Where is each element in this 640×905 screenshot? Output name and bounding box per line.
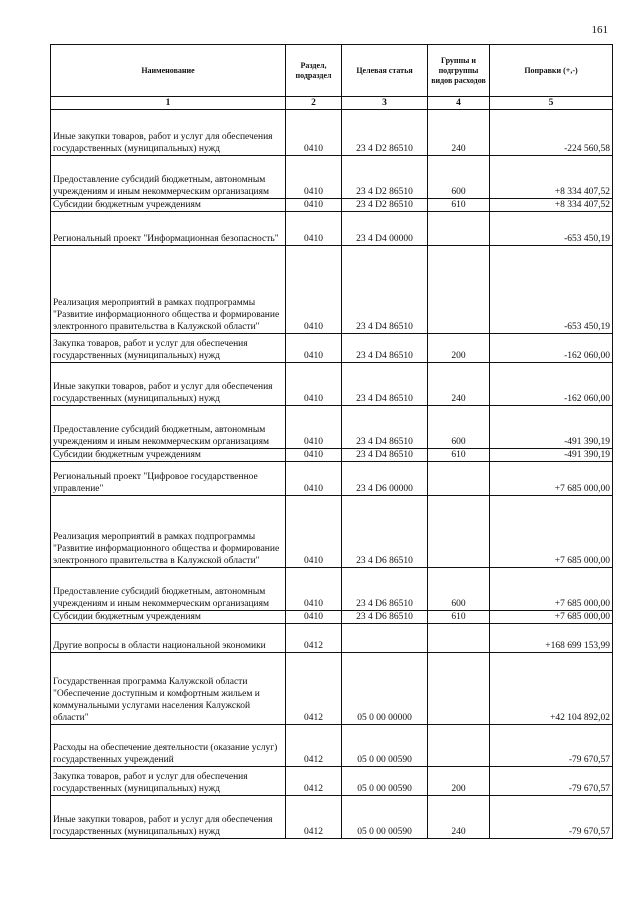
row-amount: +7 685 000,00	[490, 611, 613, 624]
row-article: 23 4 D4 86510	[342, 406, 428, 449]
row-amount: +42 104 892,02	[490, 653, 613, 725]
table-row	[51, 363, 613, 406]
row-name: Иные закупки товаров, работ и услуг для обеспечения государственных (муниципальных) нужд	[51, 110, 286, 156]
row-article: 23 4 D2 86510	[342, 156, 428, 199]
table-row	[51, 110, 613, 156]
row-name: Иные закупки товаров, работ и услуг для обеспечения государственных (муниципальных) нужд	[51, 363, 286, 406]
row-amount: -491 390,19	[490, 449, 613, 462]
row-section: 0410	[286, 156, 342, 199]
table-row	[51, 406, 613, 449]
row-group: 600	[428, 406, 490, 449]
row-article: 05 0 00 00590	[342, 767, 428, 796]
table-row	[51, 199, 613, 212]
row-section: 0410	[286, 611, 342, 624]
row-article: 23 4 D6 86510	[342, 611, 428, 624]
row-name: Другие вопросы в области национальной экономики	[51, 624, 286, 653]
table-body	[51, 110, 613, 839]
row-name: Предоставление субсидий бюджетным, автономным учреждениям и иным некоммерческим организациям	[51, 406, 286, 449]
row-article: 05 0 00 00000	[342, 653, 428, 725]
row-section: 0410	[286, 496, 342, 568]
row-section: 0412	[286, 767, 342, 796]
table-row	[51, 767, 613, 796]
row-amount: +8 334 407,52	[490, 156, 613, 199]
row-name: Расходы на обеспечение деятельности (оказание услуг) государственных учреждений	[51, 725, 286, 767]
row-group: 200	[428, 334, 490, 363]
table-row	[51, 156, 613, 199]
row-name: Реализация мероприятий в рамках подпрограммы "Развитие информационного общества и формирование электронного правительства в Калужской области"	[51, 246, 286, 334]
column-number: 2	[286, 97, 342, 110]
table-row	[51, 496, 613, 568]
table-row	[51, 611, 613, 624]
row-section: 0410	[286, 110, 342, 156]
row-article: 23 4 D4 86510	[342, 334, 428, 363]
header-amount: Поправки (+,-)	[490, 45, 613, 97]
row-article: 23 4 D6 86510	[342, 568, 428, 611]
row-article: 23 4 D4 86510	[342, 449, 428, 462]
row-name: Закупка товаров, работ и услуг для обеспечения государственных (муниципальных) нужд	[51, 334, 286, 363]
row-article: 23 4 D6 00000	[342, 462, 428, 496]
row-section: 0410	[286, 406, 342, 449]
row-group	[428, 624, 490, 653]
table-row	[51, 212, 613, 246]
row-section: 0410	[286, 212, 342, 246]
row-group	[428, 496, 490, 568]
table-row	[51, 796, 613, 839]
row-group	[428, 212, 490, 246]
row-name: Региональный проект "Информационная безопасность"	[51, 212, 286, 246]
row-group: 600	[428, 568, 490, 611]
row-section: 0410	[286, 199, 342, 212]
row-group: 610	[428, 449, 490, 462]
row-section: 0412	[286, 725, 342, 767]
row-article: 23 4 D2 86510	[342, 199, 428, 212]
page-number: 161	[591, 24, 608, 36]
header-article: Целевая статья	[342, 45, 428, 97]
table-row	[51, 653, 613, 725]
table-row	[51, 334, 613, 363]
column-number: 5	[490, 97, 613, 110]
header-group: Группы и подгруппы видов расходов	[428, 45, 490, 97]
row-group	[428, 462, 490, 496]
row-group: 240	[428, 796, 490, 839]
table-row	[51, 462, 613, 496]
row-group	[428, 725, 490, 767]
column-number-row	[51, 97, 613, 110]
budget-amendments-table	[50, 44, 613, 839]
table-row	[51, 449, 613, 462]
row-section: 0410	[286, 363, 342, 406]
row-name: Субсидии бюджетным учреждениям	[51, 611, 286, 624]
row-name: Субсидии бюджетным учреждениям	[51, 199, 286, 212]
row-name: Закупка товаров, работ и услуг для обеспечения государственных (муниципальных) нужд	[51, 767, 286, 796]
row-article: 05 0 00 00590	[342, 725, 428, 767]
row-article: 23 4 D4 86510	[342, 363, 428, 406]
row-amount: -79 670,57	[490, 796, 613, 839]
row-amount: -162 060,00	[490, 363, 613, 406]
row-name: Иные закупки товаров, работ и услуг для обеспечения государственных (муниципальных) нужд	[51, 796, 286, 839]
row-amount: -224 560,58	[490, 110, 613, 156]
table-row	[51, 568, 613, 611]
row-amount: -653 450,19	[490, 246, 613, 334]
column-number: 3	[342, 97, 428, 110]
row-amount: +7 685 000,00	[490, 462, 613, 496]
row-article: 23 4 D4 86510	[342, 246, 428, 334]
row-amount: +8 334 407,52	[490, 199, 613, 212]
row-section: 0410	[286, 334, 342, 363]
row-section: 0410	[286, 462, 342, 496]
row-section: 0412	[286, 653, 342, 725]
row-amount: -79 670,57	[490, 767, 613, 796]
column-number: 1	[51, 97, 286, 110]
row-section: 0412	[286, 624, 342, 653]
row-group: 240	[428, 110, 490, 156]
table-row	[51, 725, 613, 767]
row-group: 610	[428, 611, 490, 624]
row-name: Предоставление субсидий бюджетным, автономным учреждениям и иным некоммерческим организациям	[51, 568, 286, 611]
row-article: 05 0 00 00590	[342, 796, 428, 839]
row-article	[342, 624, 428, 653]
row-amount: +168 699 153,99	[490, 624, 613, 653]
header-name: Наименование	[51, 45, 286, 97]
row-group: 200	[428, 767, 490, 796]
row-amount: -491 390,19	[490, 406, 613, 449]
column-number: 4	[428, 97, 490, 110]
row-section: 0410	[286, 568, 342, 611]
row-name: Государственная программа Калужской области "Обеспечение доступным и комфортным жильем и коммунальными услугами населения Калужской области"	[51, 653, 286, 725]
table-header-row	[51, 45, 613, 97]
row-name: Региональный проект "Цифровое государственное управление"	[51, 462, 286, 496]
row-amount: -162 060,00	[490, 334, 613, 363]
row-name: Предоставление субсидий бюджетным, автономным учреждениям и иным некоммерческим организациям	[51, 156, 286, 199]
row-amount: -653 450,19	[490, 212, 613, 246]
row-name: Субсидии бюджетным учреждениям	[51, 449, 286, 462]
row-group	[428, 246, 490, 334]
row-section: 0410	[286, 246, 342, 334]
table-row	[51, 624, 613, 653]
row-article: 23 4 D2 86510	[342, 110, 428, 156]
row-name: Реализация мероприятий в рамках подпрограммы "Развитие информационного общества и формирование электронного правительства в Калужской области"	[51, 496, 286, 568]
row-article: 23 4 D4 00000	[342, 212, 428, 246]
row-section: 0412	[286, 796, 342, 839]
header-section: Раздел, подраздел	[286, 45, 342, 97]
row-article: 23 4 D6 86510	[342, 496, 428, 568]
row-group: 600	[428, 156, 490, 199]
row-amount: +7 685 000,00	[490, 496, 613, 568]
row-section: 0410	[286, 449, 342, 462]
row-amount: -79 670,57	[490, 725, 613, 767]
row-group: 240	[428, 363, 490, 406]
row-amount: +7 685 000,00	[490, 568, 613, 611]
table-row	[51, 246, 613, 334]
row-group: 610	[428, 199, 490, 212]
row-group	[428, 653, 490, 725]
